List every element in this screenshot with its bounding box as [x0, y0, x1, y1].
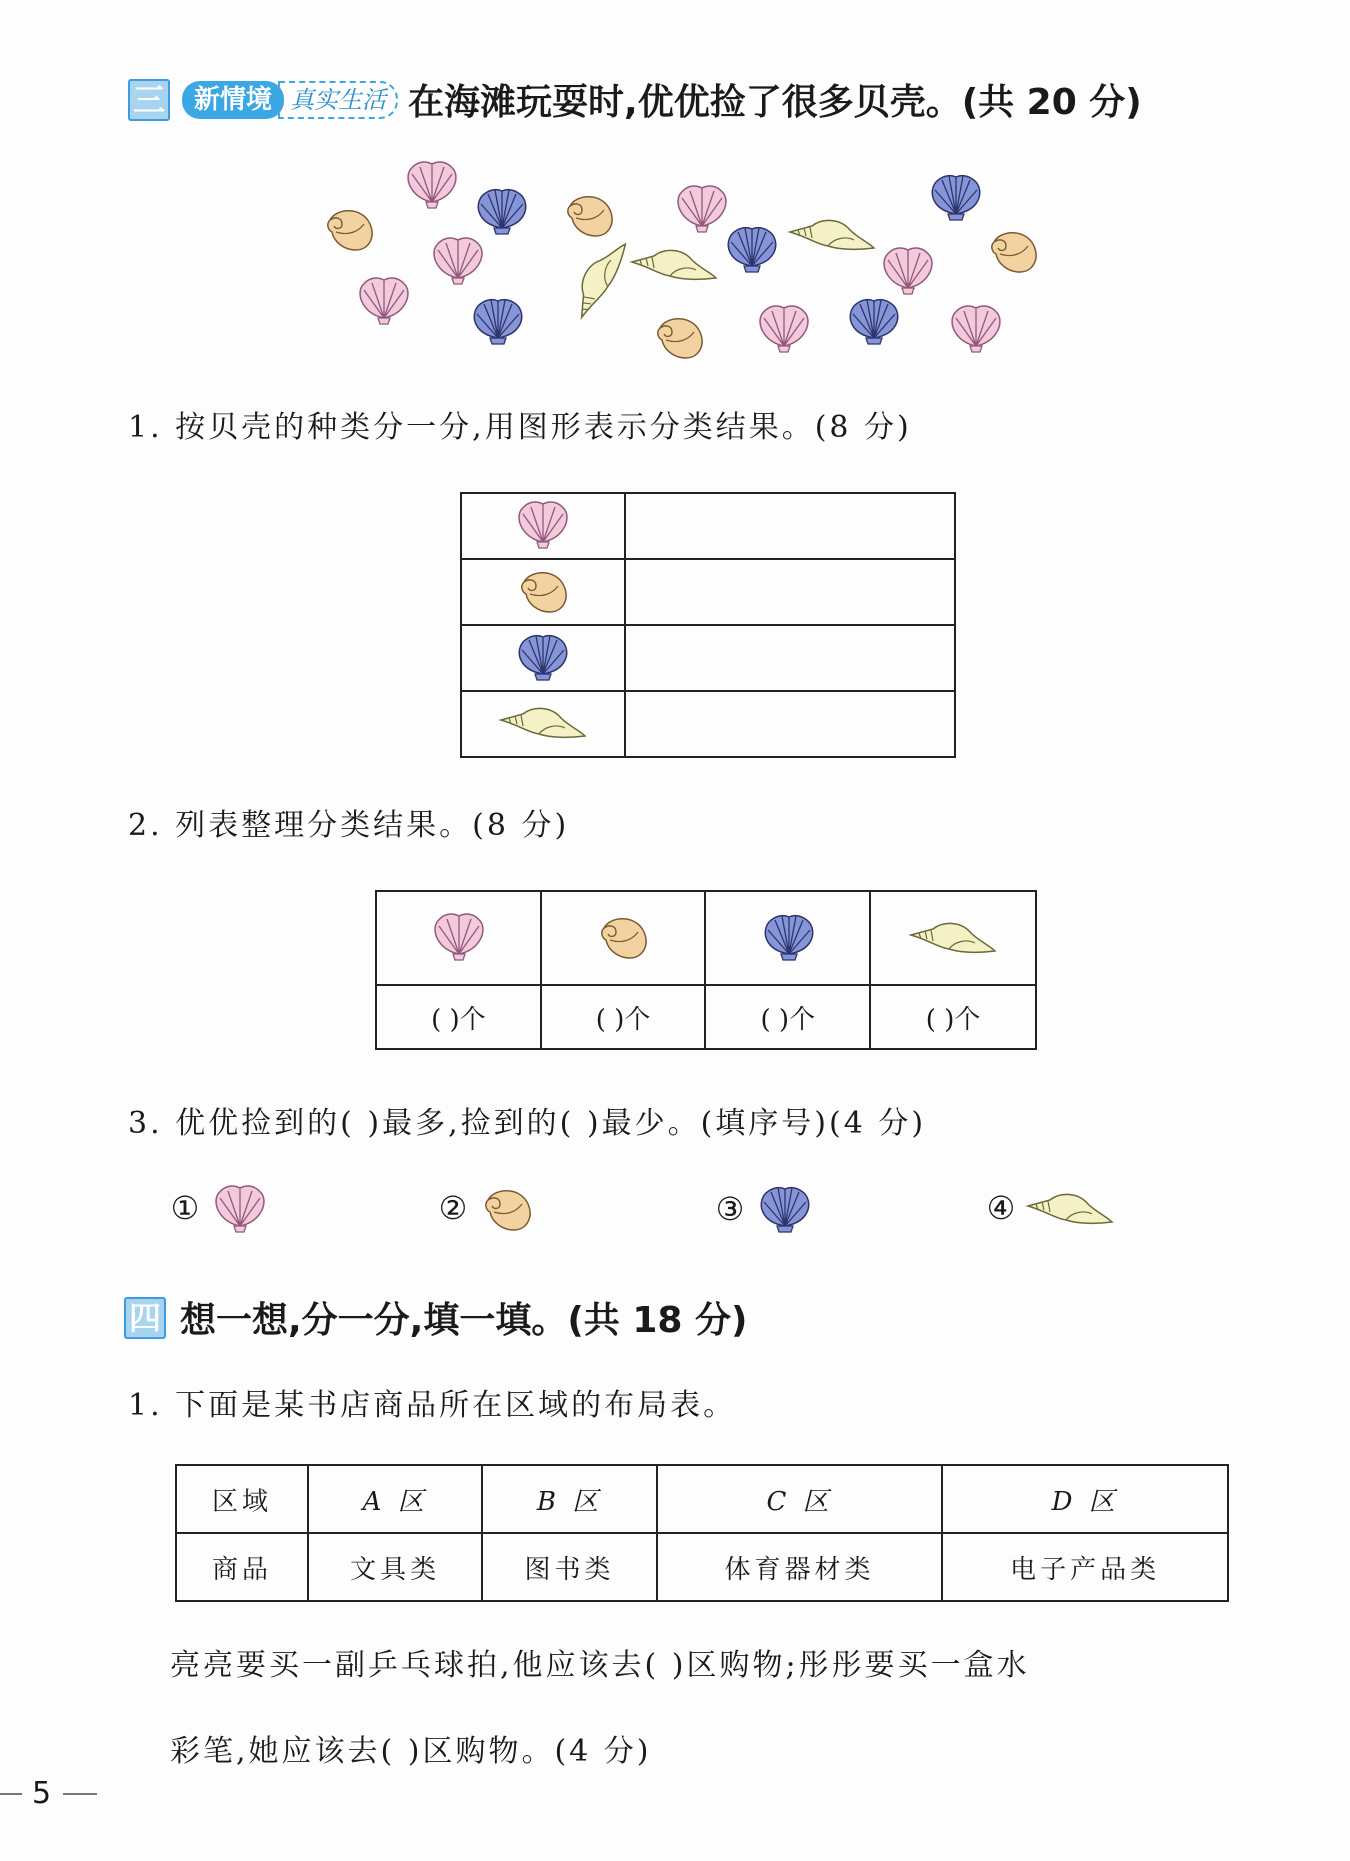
graph-table — [460, 492, 956, 758]
region-a: A 区 — [308, 1465, 482, 1533]
fill-line-1: 亮亮要买一副乒乓球拍,他应该去( )区购物;彤彤要买一盒水 — [170, 1648, 1030, 1683]
pink-shell-icon — [760, 306, 808, 352]
shell-cluster-image — [310, 150, 1070, 360]
tag-real-life: 真实生活 — [278, 81, 398, 119]
option-number: ② — [438, 1189, 468, 1227]
goods-b: 图书类 — [482, 1533, 656, 1601]
blue-shell-icon — [850, 300, 897, 344]
blue-shell-icon — [474, 300, 521, 344]
graph-cell[interactable] — [625, 559, 955, 625]
section3-header — [128, 74, 1142, 125]
pink-shell-icon — [408, 162, 456, 208]
col-pink — [376, 891, 541, 985]
conch-shell-icon — [571, 235, 627, 324]
count-blank[interactable]: ( )个 — [376, 985, 541, 1049]
goods-c: 体育器材类 — [657, 1533, 943, 1601]
pink-shell-icon — [952, 306, 1000, 352]
col-conch — [870, 891, 1036, 985]
snail-shell-icon — [568, 197, 612, 236]
region-table — [175, 1464, 1229, 1602]
blue-shell-icon — [478, 190, 525, 234]
conch-shell-icon — [632, 250, 716, 279]
region-c: C 区 — [657, 1465, 943, 1533]
pink-shell-icon — [678, 186, 726, 232]
row-pink — [461, 493, 625, 559]
header-goods: 商品 — [176, 1533, 308, 1601]
option-number: ① — [170, 1189, 200, 1227]
snail-shell-icon — [658, 319, 702, 358]
blue-shell-icon — [728, 228, 775, 272]
question-1: 1. 按贝壳的种类分一分,用图形表示分类结果。(8 分) — [128, 410, 912, 445]
section4-header — [124, 1292, 747, 1343]
goods-a: 文具类 — [308, 1533, 482, 1601]
goods-d: 电子产品类 — [942, 1533, 1228, 1601]
count-blank[interactable]: ( )个 — [541, 985, 706, 1049]
count-blank[interactable]: ( )个 — [705, 985, 870, 1049]
page-footer — [0, 1776, 97, 1811]
snail-shell-icon — [992, 233, 1036, 272]
section-badge: 三 — [128, 79, 170, 121]
graph-cell[interactable] — [625, 493, 955, 559]
row-conch — [461, 691, 625, 757]
count-table — [375, 890, 1037, 1050]
tag-new-scenario: 新情境 — [182, 81, 284, 119]
option-3 — [715, 1180, 823, 1238]
col-snail — [541, 891, 706, 985]
graph-cell[interactable] — [625, 691, 955, 757]
conch-shell-icon — [790, 220, 874, 249]
option-number: ③ — [715, 1190, 745, 1228]
option-number: ④ — [986, 1189, 1016, 1227]
pink-shell-icon — [434, 238, 482, 284]
blue-shell-icon — [932, 176, 979, 220]
region-d: D 区 — [942, 1465, 1228, 1533]
section3-title: 在海滩玩耍时,优优捡了很多贝壳。(共 20 分) — [408, 82, 1142, 123]
pink-shell-icon — [360, 278, 408, 324]
snail-shell-icon — [328, 211, 372, 250]
question-3: 3. 优优捡到的( )最多,捡到的( )最少。(填序号)(4 分) — [128, 1106, 927, 1141]
header-region: 区域 — [176, 1465, 308, 1533]
option-1 — [170, 1180, 278, 1236]
page-number: 5 — [32, 1776, 52, 1811]
fill-line-2: 彩笔,她应该去( )区购物。(4 分) — [170, 1734, 652, 1769]
count-blank[interactable]: ( )个 — [870, 985, 1036, 1049]
graph-cell[interactable] — [625, 625, 955, 691]
row-snail — [461, 559, 625, 625]
col-blue — [705, 891, 870, 985]
option-2 — [438, 1180, 546, 1236]
region-b: B 区 — [482, 1465, 656, 1533]
question-2: 2. 列表整理分类结果。(8 分) — [128, 808, 570, 843]
option-4 — [986, 1182, 1126, 1234]
section4-question-1: 1. 下面是某书店商品所在区域的布局表。 — [128, 1388, 737, 1423]
pink-shell-icon — [884, 248, 932, 294]
section-badge: 四 — [124, 1297, 166, 1339]
section4-title: 想一想,分一分,填一填。(共 18 分) — [180, 1300, 748, 1341]
row-blue — [461, 625, 625, 691]
